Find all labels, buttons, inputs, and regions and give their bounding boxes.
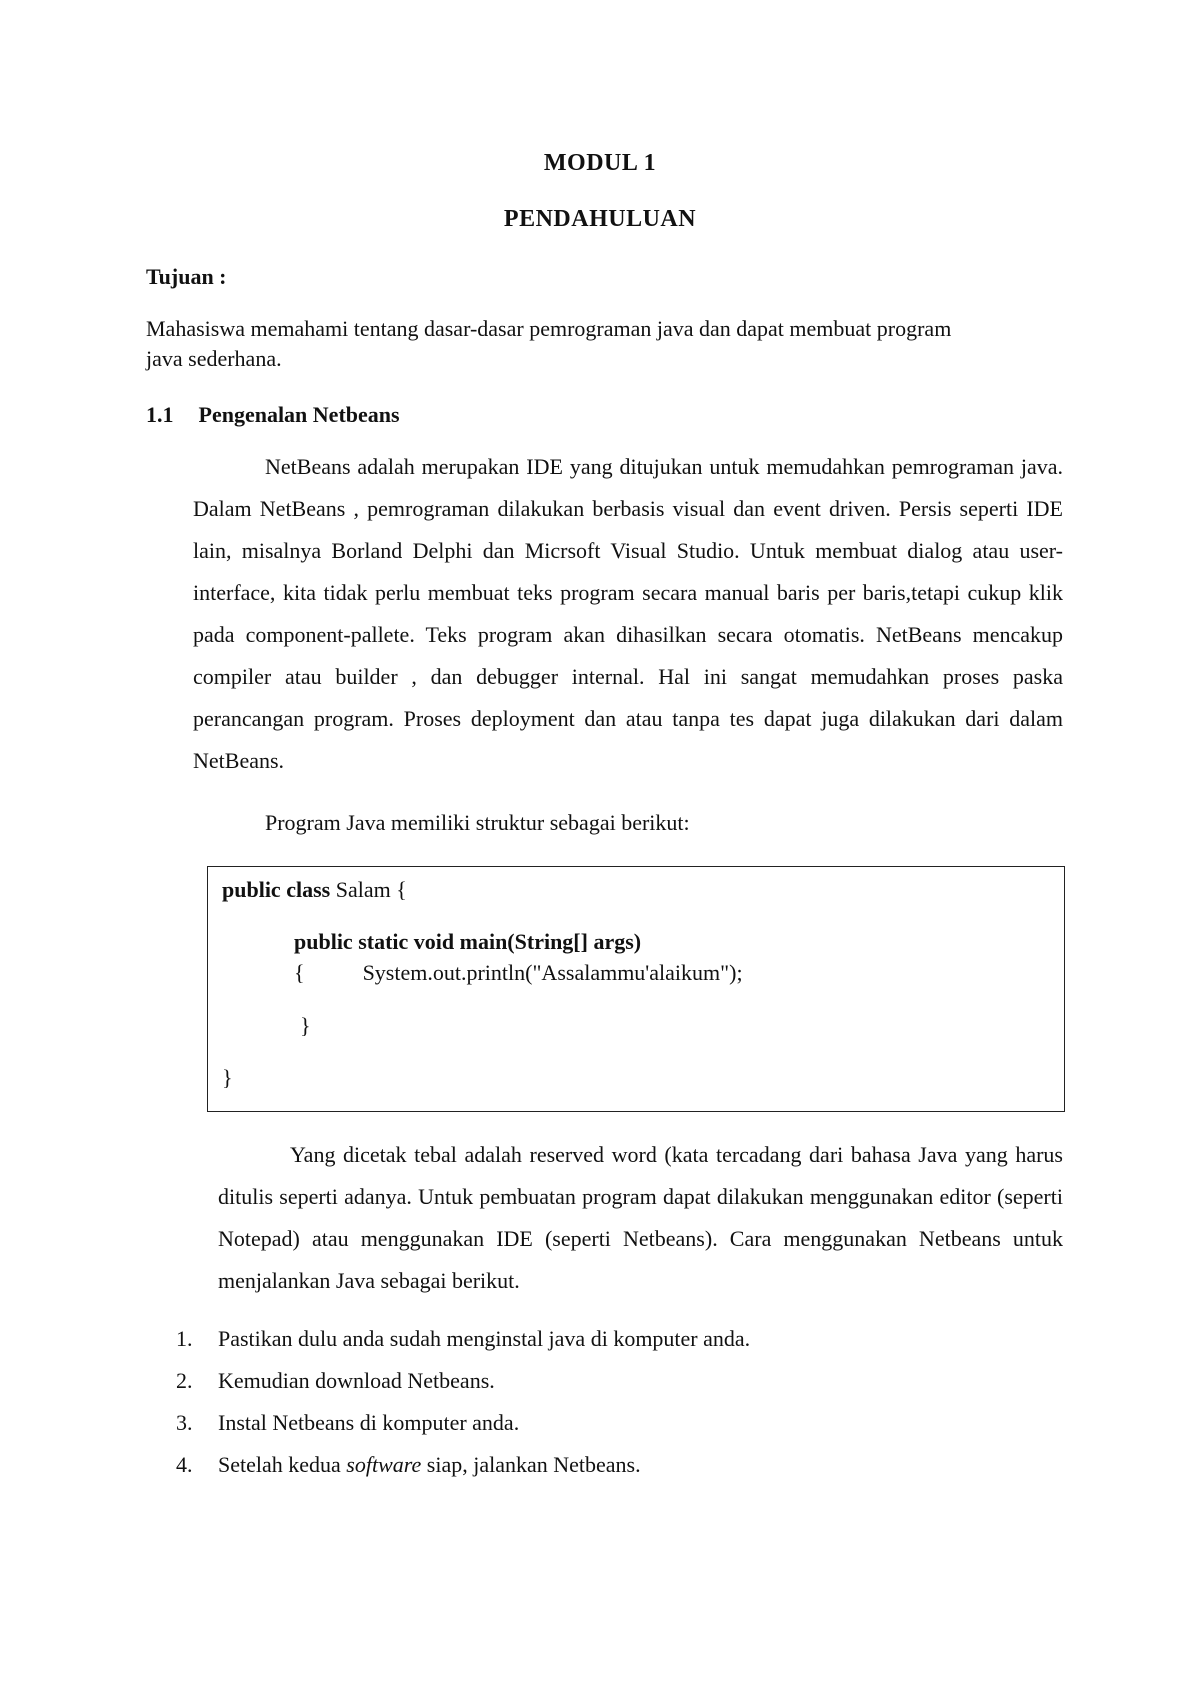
list-item — [176, 1450, 641, 1480]
code-line-5: } — [222, 1065, 233, 1090]
tujuan-label: Tujuan : — [146, 264, 227, 289]
code-line-2: public static void main(String[] args) — [294, 929, 642, 954]
code-class-name: Salam { — [330, 877, 407, 902]
list-item — [176, 1408, 519, 1438]
structure-intro: Program Java memiliki struktur sebagai berikut: — [265, 810, 690, 835]
code-open-brace: { — [294, 960, 305, 985]
netbeans-paragraph: NetBeans adalah merupakan IDE yang ditujukan untuk memudahkan pemrograman java. Dalam NetBeans , pemrograman dilakukan berbasis visual dan event driven. Persis seperti IDE lain, misalnya Borland Delphi dan Micrsoft Visual Studio. Untuk membuat dialog atau user-interface, kita tidak perlu membuat teks program secara manual baris per baris,tetapi cukup klik pada component-pallete. Teks program akan dihasilkan secara otomatis. NetBeans mencakup compiler atau builder , dan debugger internal. Hal ini sangat memudahkan proses paska perancangan program. Proses deployment dan atau tanpa tes dapat juga dilakukan dari dalam NetBeans. — [193, 454, 1063, 773]
list-text-italic: software — [346, 1452, 422, 1477]
section-heading — [146, 400, 400, 430]
list-item — [176, 1366, 495, 1396]
list-number: 1. — [176, 1326, 193, 1351]
list-text-after: siap, jalankan Netbeans. — [421, 1452, 641, 1477]
page-title: PENDAHULUAN — [503, 206, 697, 232]
code-line-4: } — [300, 1013, 311, 1038]
code-line-3 — [294, 960, 743, 986]
section-number: 1.1 — [146, 402, 174, 427]
code-println: System.out.println("Assalammu'alaikum"); — [362, 960, 743, 985]
tujuan-line-1: Mahasiswa memahami tentang dasar-dasar pemrograman java dan dapat membuat program — [146, 316, 952, 341]
code-keyword-public-class: public class — [222, 877, 331, 902]
list-text: Instal Netbeans di komputer anda. — [218, 1410, 520, 1435]
code-block — [207, 866, 1065, 1112]
list-number: 3. — [176, 1410, 193, 1435]
code-line-1 — [222, 877, 407, 903]
section-title: Pengenalan Netbeans — [198, 402, 400, 427]
explanation-paragraph: Yang dicetak tebal adalah reserved word (kata tercadang dari bahasa Java yang harus ditulis seperti adanya. Untuk pembuatan program dapat dilakukan menggunakan editor (seperti Notepad) atau menggunakan IDE (seperti Netbeans). Cara menggunakan Netbeans untuk menjalankan Java sebagai berikut. — [218, 1142, 1063, 1293]
list-text-before: Setelah kedua — [218, 1452, 347, 1477]
list-item — [176, 1324, 750, 1354]
tujuan-text — [146, 314, 1066, 374]
list-number: 2. — [176, 1368, 193, 1393]
tujuan-line-2: java sederhana. — [146, 346, 282, 371]
list-text: Pastikan dulu anda sudah menginstal java di komputer anda. — [218, 1326, 751, 1351]
list-text: Kemudian download Netbeans. — [218, 1368, 495, 1393]
list-number: 4. — [176, 1452, 193, 1477]
module-number: MODUL 1 — [543, 150, 657, 176]
